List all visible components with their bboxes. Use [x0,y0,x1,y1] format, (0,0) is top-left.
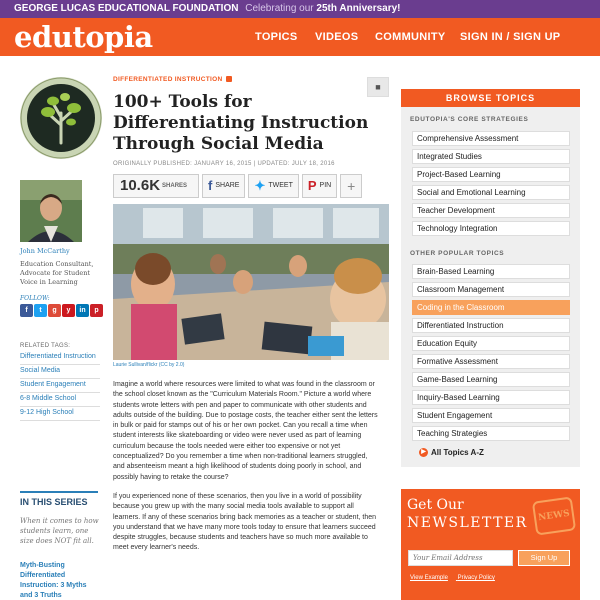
publish-date: ORIGINALLY PUBLISHED: JANUARY 16, 2015 | UPDATED: JULY 18, 2016 [113,161,335,167]
nav-videos[interactable]: VIDEOS [315,31,359,43]
series-description: When it comes to how students learn, one size does NOT fit all. [20,517,99,545]
foundation-name[interactable]: GEORGE LUCAS EDUCATIONAL FOUNDATION [14,3,239,14]
topic-link[interactable]: Integrated Studies [412,149,570,164]
edutopia-logo[interactable]: edutopia [14,20,153,54]
topic-link[interactable]: Student Engagement [412,408,570,423]
twitter-icon[interactable]: t [34,304,47,317]
newsletter-title: NEWSLETTER [407,515,528,531]
related-tag[interactable]: 9-12 High School [20,407,100,421]
youtube-icon[interactable]: y [62,304,75,317]
topic-link[interactable]: Project-Based Learning [412,167,570,182]
article-paragraph: Imagine a world where resources were limited to what was found in the classroom or the school closet known as the "Curriculum Materials Room." Picture a world where students wrote letters with pen and paper to communicate with other students and adults outside of the building. Due to postage costs, the teacher either sent the letters in bulk or paid for stamps out of his or her own pocket. Can you recall a time when student interests like skateboarding or video were never used as part of learning curriculum because the tools needed were either too expensive or not yet conceptualized? Do you remember a time when non-traditional learners struggled, and absenteeism meant a high likelihood of students doing poorly in school, and possibly having to retake the course? [113,381,378,481]
article-body [113,380,378,563]
topic-link[interactable]: Brain-Based Learning [412,264,570,279]
nav-topics[interactable]: TOPICS [255,31,298,43]
differentiated-instruction-tree-icon [20,77,102,159]
bookmark-icon[interactable]: ■ [367,77,389,97]
nav-community[interactable]: COMMUNITY [375,31,446,43]
privacy-policy-link[interactable]: Privacy Policy [457,575,495,581]
related-tag[interactable]: Student Engagement [20,379,100,393]
topic-link[interactable]: Social and Emotional Learning [412,185,570,200]
pinterest-icon: P [307,178,317,193]
all-topics-link[interactable] [419,448,484,457]
article-paragraph: If you experienced none of these scenarios, then you live in a world of possibility because you grew up with the many social media tools available to support all learners. If any of these scenarios bring back memories as a teacher or student, then you understand that we have many more tools today to ensure that learners succeed despite struggles, because students and teachers have so much more available to meet every learner's needs. [113,492,377,552]
topic-link[interactable]: Differentiated Instruction [412,318,570,333]
share-bar [113,174,362,198]
author-name[interactable]: John McCarthy [20,247,70,255]
topic-link[interactable]: Technology Integration [412,221,570,236]
series-label: IN THIS SERIES [20,497,88,507]
google-plus-icon[interactable]: g [48,304,61,317]
article-title: 100+ Tools for Differentiating Instruction Through Social Media [113,92,369,154]
related-tag[interactable]: Social Media [20,365,100,379]
author-social-icons [20,304,103,317]
pinterest-icon[interactable]: p [90,304,103,317]
author-photo[interactable] [20,180,82,242]
topic-link[interactable]: Comprehensive Assessment [412,131,570,146]
topic-link[interactable]: Inquiry-Based Learning [412,390,570,405]
site-header [0,18,600,56]
facebook-share-label: SHARE [215,182,240,189]
related-tags-label: RELATED TAGS: [20,343,71,349]
newsletter-email-input[interactable] [408,550,513,566]
topic-link[interactable]: Classroom Management [412,282,570,297]
related-tag[interactable]: Differentiated Instruction [20,351,100,365]
twitter-share-button[interactable] [248,174,298,198]
author-description: Education Consultant, Advocate for Student Voice in Learning [20,260,94,286]
arrow-right-icon: ▶ [419,448,428,457]
popular-topics-label: OTHER POPULAR TOPICS [410,250,505,257]
share-count-value: 10.6K [120,177,161,194]
anniversary-link[interactable]: 25th Anniversary! [316,3,401,14]
news-stamp-icon: NEWS [532,496,576,535]
topic-link[interactable]: Teacher Development [412,203,570,218]
newsletter-signup-button[interactable]: Sign Up [518,550,570,566]
facebook-icon[interactable]: f [20,304,33,317]
related-tags [20,351,100,421]
foundation-bar [0,0,600,18]
follow-label: FOLLOW: [20,295,50,302]
pinterest-share-button[interactable] [302,174,337,198]
twitter-icon: ✦ [254,178,266,193]
article-category[interactable] [113,76,232,83]
photo-caption[interactable]: Laurie Sullivan/flickr (CC by 2.0) [113,362,185,368]
category-label: DIFFERENTIATED INSTRUCTION [113,76,223,83]
topic-link[interactable]: Game-Based Learning [412,372,570,387]
celebrate-text: Celebrating our [245,3,314,14]
topic-link[interactable]: Formative Assessment [412,354,570,369]
article-hero-image [113,204,389,360]
linkedin-icon[interactable]: in [76,304,89,317]
all-topics-label: All Topics A-Z [431,448,484,457]
newsletter-links [410,575,503,581]
rss-icon[interactable] [226,76,232,82]
topic-link[interactable]: Education Equity [412,336,570,351]
browse-topics-header: BROWSE TOPICS [401,89,580,107]
related-tag[interactable]: 6-8 Middle School [20,393,100,407]
more-share-button[interactable]: + [340,174,362,198]
pinterest-share-label: PIN [319,182,332,189]
facebook-share-button[interactable] [202,174,245,198]
twitter-share-label: TWEET [268,182,293,189]
newsletter-get-our: Get Our [407,497,464,513]
view-example-link[interactable]: View Example [410,575,448,581]
topic-link[interactable]: Teaching Strategies [412,426,570,441]
core-strategies-label: EDUTOPIA'S CORE STRATEGIES [410,116,529,123]
nav-signin[interactable]: SIGN IN / SIGN UP [460,31,561,43]
topic-link-active[interactable]: Coding in the Classroom [412,300,570,315]
share-count [113,174,199,198]
series-link[interactable]: Myth-Busting Differentiated Instruction: 3 Myths and 3 Truths [20,562,87,599]
share-count-label: SHARES [162,183,188,190]
facebook-icon: f [208,178,213,193]
